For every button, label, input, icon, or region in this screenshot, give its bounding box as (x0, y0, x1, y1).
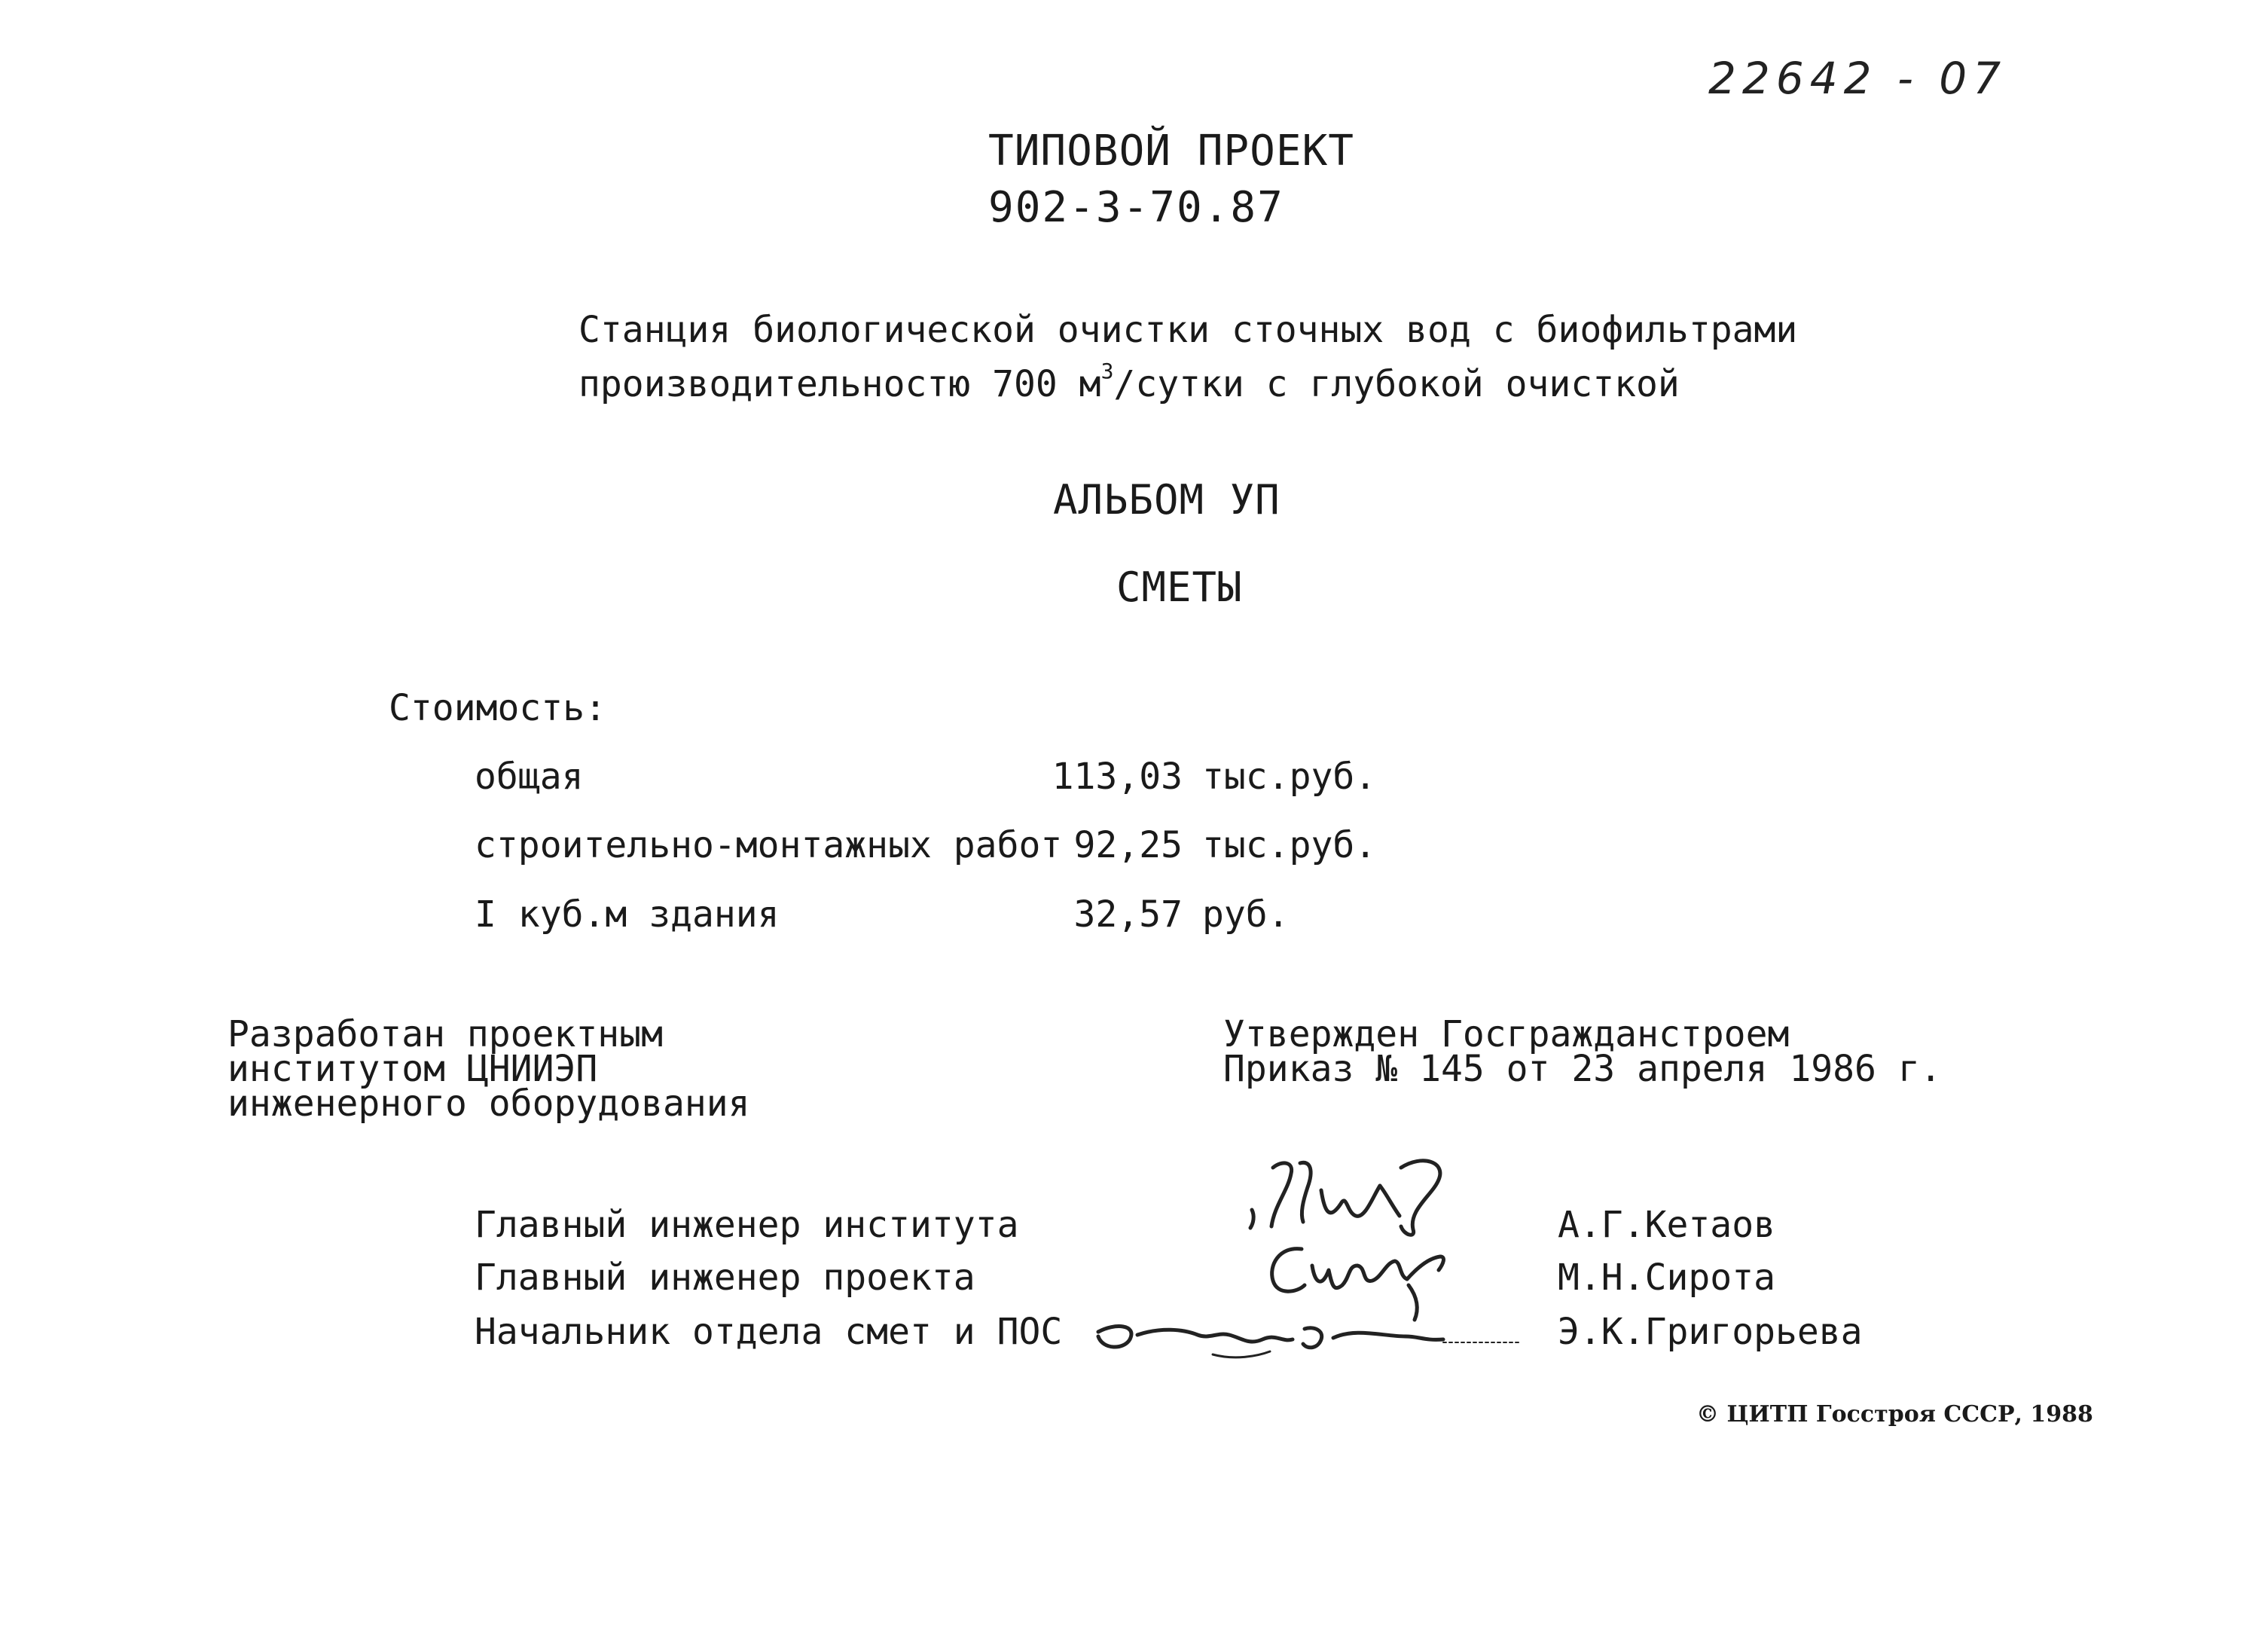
signatory-name: А.Г.Кетаов (1558, 1204, 1775, 1246)
signatory-name: М.Н.Сирота (1558, 1257, 1775, 1299)
album-label: АЛЬБОМ УП (1053, 476, 1281, 524)
document-title: ТИПОВОЙ ПРОЕКТ (988, 127, 1355, 176)
signatory-role: Главный инженер института (475, 1204, 1019, 1246)
cost-heading: Стоимость: (389, 687, 606, 729)
cost-row-value: 92,25 (1073, 824, 1183, 866)
cost-row-label: общая (475, 756, 584, 798)
signatory-name: Э.К.Григорьева (1558, 1311, 1863, 1353)
document-number-handwritten: 22642 - 07 (1708, 53, 2007, 104)
developer-line-2: институтом ЦНИИЭП (227, 1048, 598, 1090)
description-line-2 (578, 359, 1680, 405)
signature-sirota (1272, 1249, 1444, 1320)
cost-row-label: I куб.м здания (475, 893, 780, 936)
cost-row-label: строительно-монтажных работ (475, 824, 1063, 866)
signature-grigorieva (1098, 1327, 1519, 1357)
signatory-role: Начальник отдела смет и ПОС (475, 1311, 1063, 1353)
cost-row-value: 32,57 (1073, 893, 1183, 936)
signature-ketaov (1250, 1161, 1440, 1235)
project-number: 902-3-70.87 (988, 183, 1284, 232)
cost-row-unit: руб. (1202, 893, 1290, 936)
copyright-notice: © ЦИТП Госстроя СССР, 1988 (1696, 1401, 2093, 1428)
developer-line-3: инженерного оборудования (227, 1083, 750, 1125)
cost-row-unit: тыс.руб. (1202, 824, 1377, 866)
handwritten-signatures (1085, 1138, 1597, 1394)
cost-row-unit: тыс.руб. (1202, 756, 1377, 798)
superscript-three: 3 (1100, 359, 1114, 383)
developer-line-1: Разработан проектным (227, 1013, 663, 1055)
signatory-role: Главный инженер проекта (475, 1257, 975, 1299)
description-line-1: Станция биологической очистки сточных вод с биофильтрами (578, 309, 1798, 351)
description-line-2-suffix: /сутки с глубокой очисткой (1113, 363, 1680, 405)
cost-row-value: 113,03 (1052, 756, 1183, 798)
approval-line-1: Утвержден Госгражданстроем (1223, 1013, 1790, 1055)
approval-line-2: Приказ № 145 от 23 апреля 1986 г. (1223, 1048, 1942, 1090)
section-label: СМЕТЫ (1116, 563, 1243, 611)
description-line-2-prefix: производительностю 700 м (578, 363, 1101, 405)
